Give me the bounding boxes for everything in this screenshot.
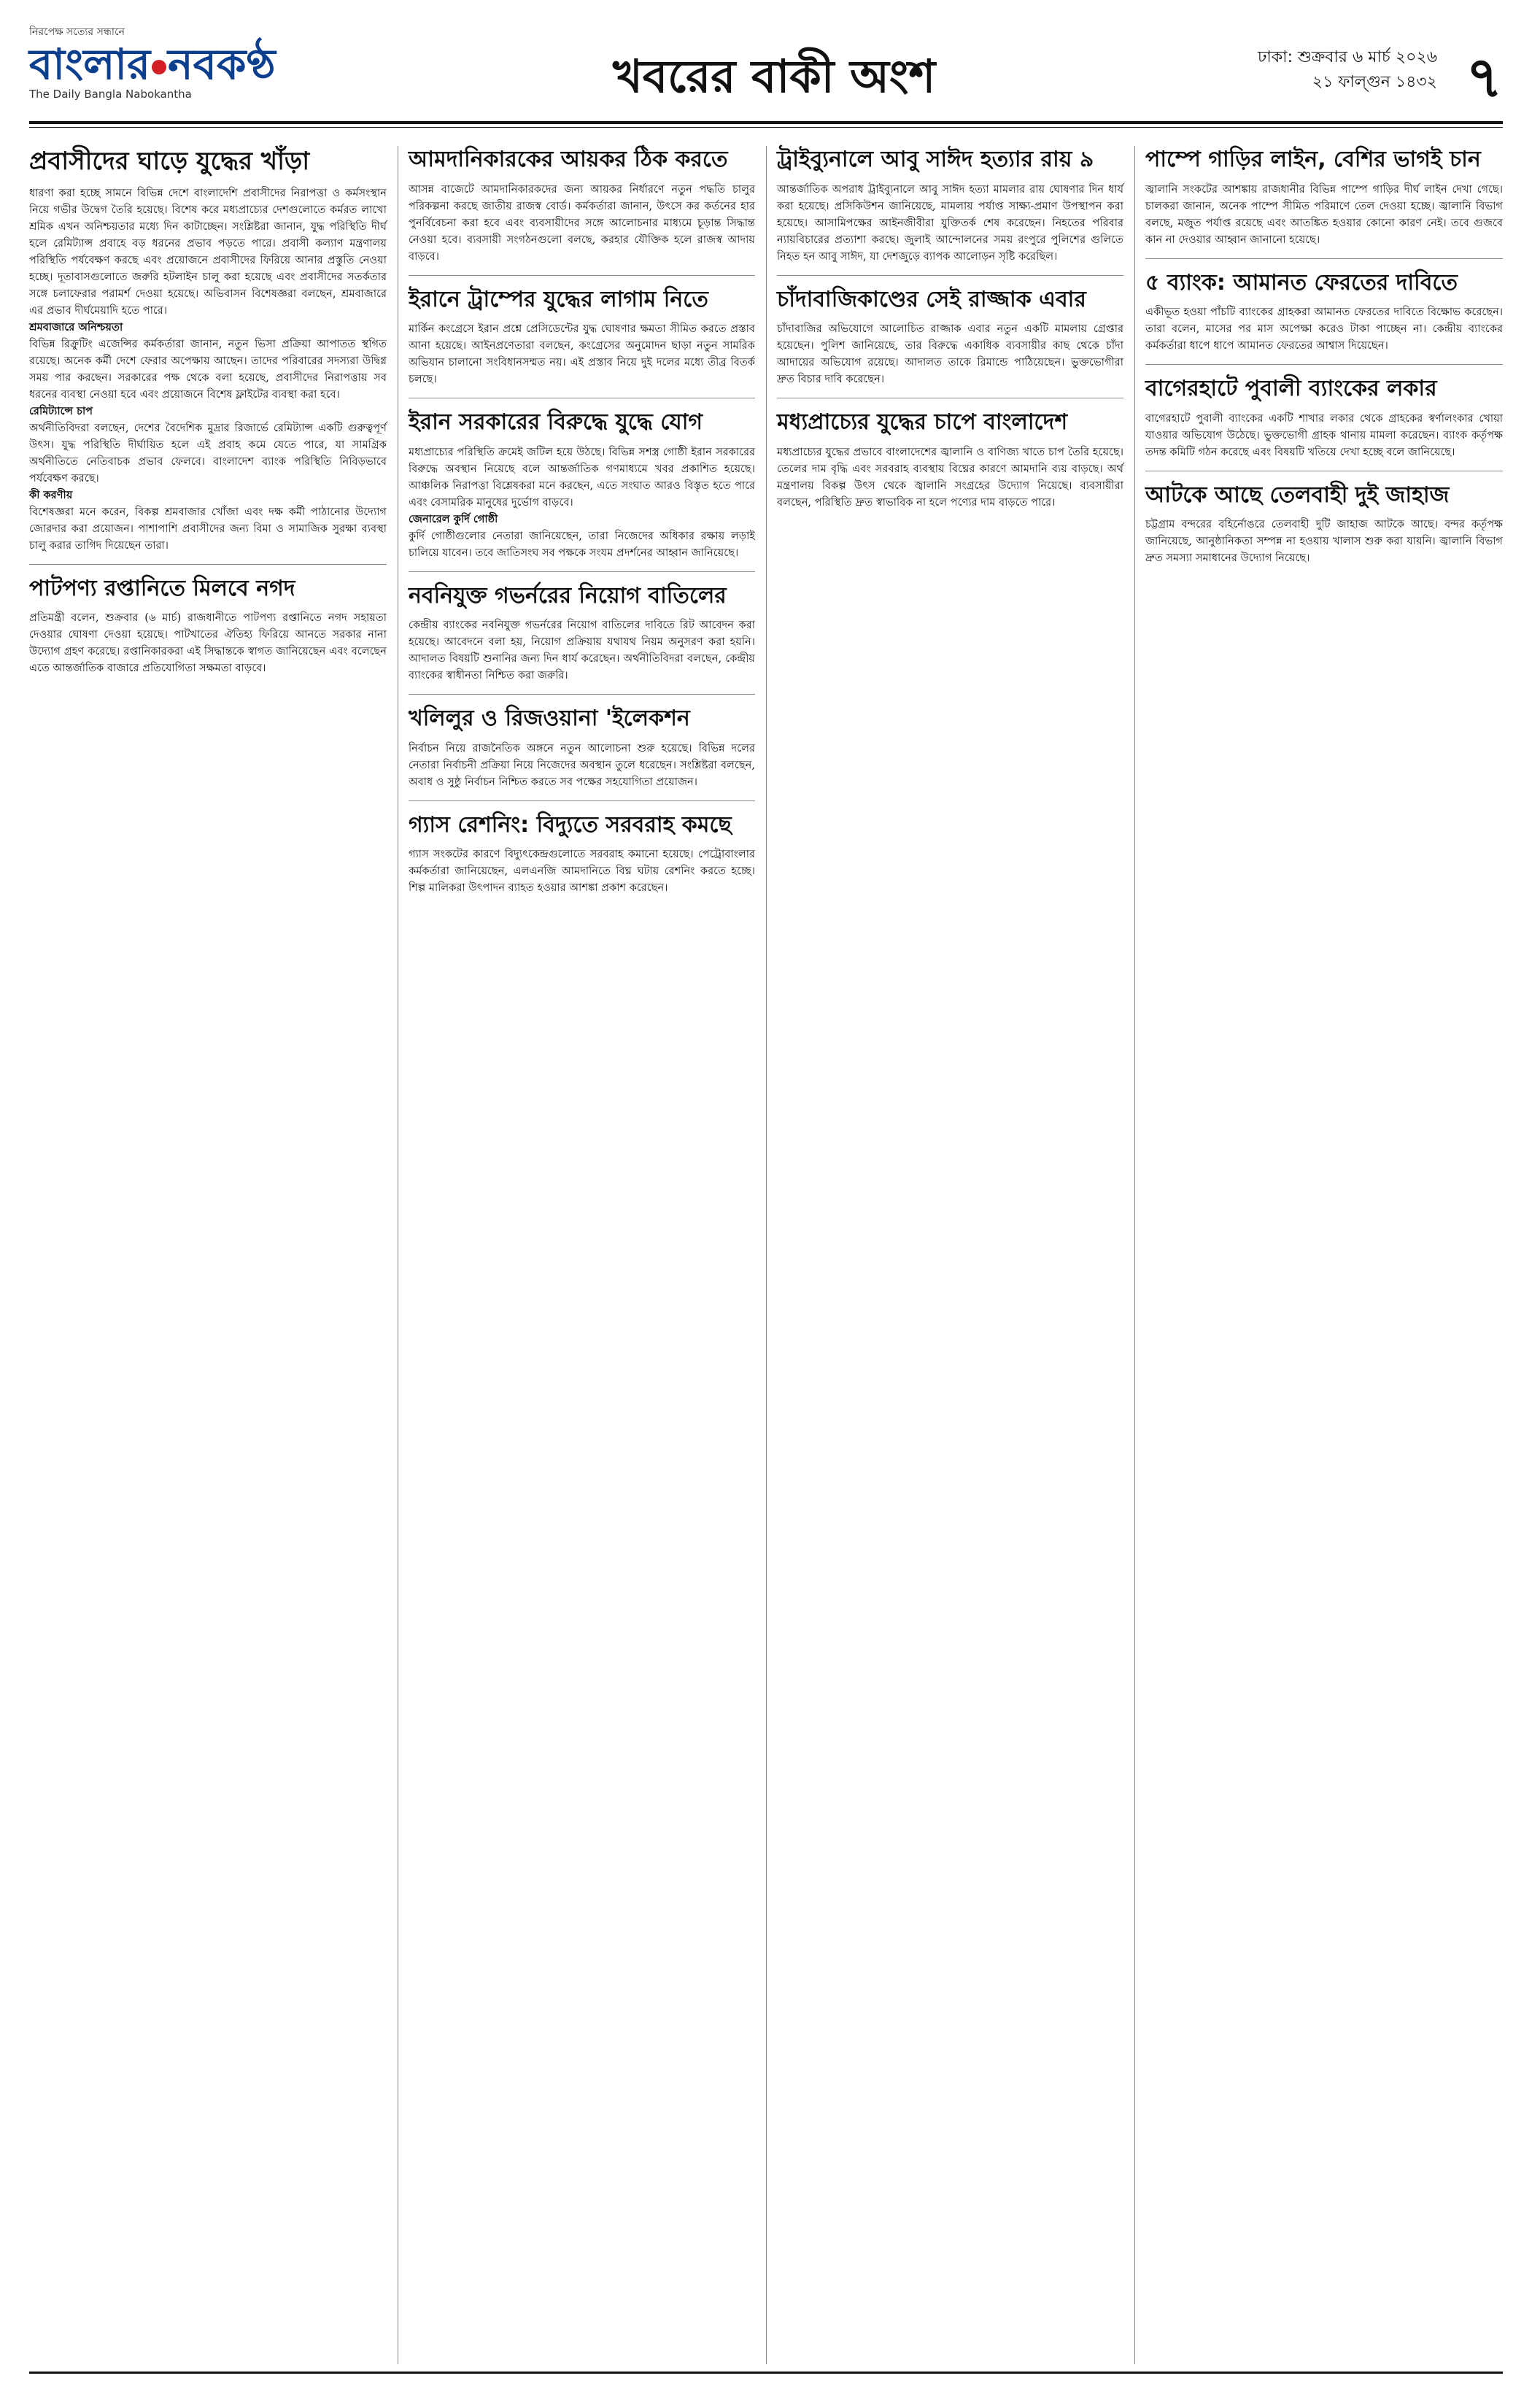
article-separator — [409, 800, 755, 801]
date-box — [1258, 45, 1437, 95]
masthead-rule — [29, 121, 1503, 124]
article-separator — [29, 564, 387, 565]
column-4 — [1145, 146, 1503, 566]
logo-tagline: নিরপেক্ষ সত্যের সন্ধানে — [29, 26, 125, 38]
column-2 — [409, 146, 755, 896]
article-body: চাঁদাবাজির অভিযোগে আলোচিত রাজ্জাক এবার নতুন একটি মামলায় গ্রেপ্তার হয়েছেন। পুলিশ জানিয়েছে, তার বিরুদ্ধে একাধিক ব্যবসায়ীর কাছ থেকে চাঁদা আদায়ের অভিযোগ রয়েছে। আদালত তাকে রিমান্ডে পাঠিয়েছেন। ভুক্তভোগীরা দ্রুত বিচার দাবি করেছেন। — [777, 323, 1123, 385]
article-body: গ্যাস সংকটের কারণে বিদ্যুৎকেন্দ্রগুলোতে সরবরাহ কমানো হয়েছে। পেট্রোবাংলার কর্মকর্তারা জানিয়েছেন, এলএনজি আমদানিতে বিঘ্ন ঘটায় রেশনিং করতে হচ্ছে। শিল্প মালিকরা উৎপাদন ব্যাহত হওয়ার আশঙ্কা প্রকাশ করেছেন। — [409, 848, 755, 894]
article-tribunal — [777, 146, 1123, 265]
article-subhead: শ্রমবাজারে অনিশ্চয়তা — [29, 320, 123, 333]
article-election — [409, 705, 755, 790]
article-headline: মধ্যপ্রাচ্যের যুদ্ধের চাপে বাংলাদেশ — [777, 409, 1068, 435]
article-headline: গ্যাস রেশনিং: বিদ্যুতে সরবরাহ কমছে — [409, 811, 732, 838]
page-number: ৭ — [1466, 45, 1503, 111]
logo-part-1: বাংলার — [29, 39, 151, 89]
article-separator — [409, 571, 755, 572]
article-income-tax — [409, 146, 755, 265]
column-3 — [777, 146, 1123, 511]
article-gas — [409, 811, 755, 897]
article-expat — [29, 146, 387, 554]
article-body: ধারণা করা হচ্ছে সামনে বিভিন্ন দেশে বাংলাদেশি প্রবাসীদের নিরাপত্তা ও কর্মসংস্থান নিয়ে গভীর উদ্বেগ তৈরি হয়েছে। বিশেষ করে মধ্যপ্রাচ্যের দেশগুলোতে কর্মরত লাখো শ্রমিক এখন অনিশ্চয়তার মধ্যে দিন কাটাচ্ছেন। সংশ্লিষ্টরা জানান, যুদ্ধ পরিস্থিতি দীর্ঘ হলে রেমিট্যান্স প্রবাহে বড় ধরনের প্রভাব পড়তে পারে। প্রবাসী কল্যাণ মন্ত্রণালয় পরিস্থিতি পর্যবেক্ষণ করছে এবং প্রয়োজনে প্রবাসীদের ফিরিয়ে আনার প্রস্তুতি নেওয়া হচ্ছে। দূতাবাসগুলোতে জরুরি হটলাইন চালু করা হয়েছে এবং প্রবাসীদের সতর্কতার সঙ্গে চলাফেরার পরামর্শ দেওয়া হয়েছে। অভিবাসন বিশেষজ্ঞরা বলছেন, শ্রমবাজারে এর প্রভাব দীর্ঘমেয়াদি হতে পারে। — [29, 186, 387, 317]
article-separator — [409, 694, 755, 695]
article-body: অর্থনীতিবিদরা বলছেন, দেশের বৈদেশিক মুদ্রার রিজার্ভে রেমিট্যান্স একটি গুরুত্বপূর্ণ উৎস। যুদ্ধ পরিস্থিতি দীর্ঘায়িত হলে এই প্রবাহ কমে যেতে পারে, যা সামগ্রিক অর্থনীতিতে নেতিবাচক প্রভাব ফেলবে। বাংলাদেশ ব্যাংক পরিস্থিতি নিবিড়ভাবে পর্যবেক্ষণ করছে। — [29, 421, 387, 485]
article-headline: চাঁদাবাজিকাণ্ডের সেই রাজ্জাক এবার — [777, 286, 1086, 312]
column-divider — [766, 146, 767, 2364]
article-body: আন্তর্জাতিক অপরাধ ট্রাইব্যুনালে আবু সাঈদ হত্যা মামলার রায় ঘোষণার দিন ধার্য করা হয়েছে। প্রসিকিউশন জানিয়েছে, মামলায় পর্যাপ্ত সাক্ষ্য-প্রমাণ উপস্থাপন করা হয়েছে। আসামিপক্ষের আইনজীবীরা যুক্তিতর্ক শেষ করেছেন। নিহতের পরিবার ন্যায়বিচারের প্রত্যাশা করছে। জুলাই আন্দোলনের সময় রংপুরে পুলিশের গুলিতে নিহত হন আবু সাঈদ, যা দেশজুড়ে ব্যাপক আলোড়ন সৃষ্টি করেছিল। — [777, 182, 1123, 263]
article-headline: বাগেরহাটে পুবালী ব্যাংকের লকার — [1145, 376, 1437, 401]
article-patpanya — [29, 575, 387, 677]
article-body: জ্বালানি সংকটের আশঙ্কায় রাজধানীর বিভিন্ন পাম্পে গাড়ির দীর্ঘ লাইন দেখা গেছে। চালকরা জানান, অনেক পাম্পে সীমিত পরিমাণে তেল দেওয়া হচ্ছে। জ্বালানি বিভাগ বলছে, মজুত পর্যাপ্ত রয়েছে এবং আতঙ্কিত হওয়ার কোনো কারণ নেই। তবে গুজবে কান না দেওয়ার আহ্বান জানানো হয়েছে। — [1145, 182, 1503, 246]
logo-wordmark — [29, 39, 276, 89]
logo-part-2: নবকণ্ঠ — [168, 39, 276, 89]
logo-english-name: The Daily Bangla Nabokantha — [29, 88, 192, 101]
article-body: বিশেষজ্ঞরা মনে করেন, বিকল্প শ্রমবাজার খোঁজা এবং দক্ষ কর্মী পাঠানোর উদ্যোগ জোরদার করা প্রয়োজন। পাশাপাশি প্রবাসীদের জন্য বিমা ও সামাজিক সুরক্ষা ব্যবস্থা চালু করার তাগিদ দিয়েছেন তারা। — [29, 505, 387, 552]
article-headline: খলিলুর ও রিজওয়ানা 'ইলেকশন — [409, 706, 690, 731]
masthead-rule-thin — [29, 127, 1503, 128]
article-body: মধ্যপ্রাচ্যের যুদ্ধের প্রভাবে বাংলাদেশের জ্বালানি ও বাণিজ্য খাতে চাপ তৈরি হয়েছে। তেলের দাম বৃদ্ধি এবং সরবরাহ ব্যবস্থায় বিঘ্নের কারণে আমদানি ব্যয় বাড়ছে। অর্থ মন্ত্রণালয় বিকল্প উৎস থেকে জ্বালানি সংগ্রহের উদ্যোগ নিয়েছে। ব্যবসায়ীরা বলছেন, পরিস্থিতি দ্রুত স্বাভাবিক না হলে পণ্যের দাম বাড়তে পারে। — [777, 445, 1123, 509]
article-body: কেন্দ্রীয় ব্যাংকের নবনিযুক্ত গভর্নরের নিয়োগ বাতিলের দাবিতে রিট আবেদন করা হয়েছে। আবেদনে বলা হয়, নিয়োগ প্রক্রিয়ায় যথাযথ নিয়ম অনুসরণ করা হয়নি। আদালত বিষয়টি শুনানির জন্য দিন ধার্য করেছেন। অর্থনীতিবিদরা বলছেন, কেন্দ্রীয় ব্যাংকের স্বাধীনতা নিশ্চিত করা জরুরি। — [409, 619, 755, 682]
article-headline: নবনিযুক্ত গভর্নরের নিয়োগ বাতিলের — [409, 582, 727, 609]
masthead — [29, 18, 1503, 112]
article-body: চট্টগ্রাম বন্দরের বহির্নোঙরে তেলবাহী দুটি জাহাজ আটকে আছে। বন্দর কর্তৃপক্ষ জানিয়েছে, আনুষ্ঠানিকতা সম্পন্ন না হওয়ায় খালাস শুরু করা যায়নি। জ্বালানি বিভাগ দ্রুত সমস্যা সমাধানের উদ্যোগ নিয়েছে। — [1145, 518, 1503, 564]
article-body: একীভূত হওয়া পাঁচটি ব্যাংকের গ্রাহকরা আমানত ফেরতের দাবিতে বিক্ষোভ করেছেন। তারা বলেন, মাসের পর মাস অপেক্ষা করেও টাকা পাচ্ছেন না। কেন্দ্রীয় ব্যাংকের কর্মকর্তারা ধাপে ধাপে আমানত ফেরতের আশ্বাস দিয়েছেন। — [1145, 306, 1503, 352]
newspaper-logo — [29, 23, 276, 111]
article-subhead: রেমিট্যান্সে চাপ — [29, 404, 93, 417]
article-chandabaji — [777, 286, 1123, 388]
article-middle-east — [777, 409, 1123, 511]
article-subhead: কী করণীয় — [29, 488, 73, 501]
article-body: মধ্যপ্রাচ্যের পরিস্থিতি ক্রমেই জটিল হয়ে উঠছে। বিভিন্ন সশস্ত্র গোষ্ঠী ইরান সরকারের বিরুদ্ধে অবস্থান নিয়েছে বলে আন্তর্জাতিক গণমাধ্যমে খবর প্রকাশিত হয়েছে। আঞ্চলিক নিরাপত্তা বিশ্লেষকরা মনে করছেন, এতে সংঘাত আরও বিস্তৃত হতে পারে এবং বেসামরিক মানুষের দুর্ভোগ বাড়বে। — [409, 445, 755, 509]
article-body: আসন্ন বাজেটে আমদানিকারকদের জন্য আয়কর নির্ধারণে নতুন পদ্ধতি চালুর পরিকল্পনা করছে জাতীয় রাজস্ব বোর্ড। কর্মকর্তারা জানান, উৎসে কর কর্তনের হার পুনর্বিবেচনা করা হবে এবং ব্যবসায়ীদের সঙ্গে আলোচনার মাধ্যমে চূড়ান্ত সিদ্ধান্ত নেওয়া হবে। ব্যবসায়ী সংগঠনগুলো বলছে, করহার যৌক্তিক হলে রাজস্ব আদায় বাড়বে। — [409, 182, 755, 263]
article-body: বাগেরহাটে পুবালী ব্যাংকের একটি শাখার লকার থেকে গ্রাহকের স্বর্ণালংকার খোয়া যাওয়ার অভিযোগ উঠেছে। ভুক্তভোগী গ্রাহক থানায় মামলা করেছেন। ব্যাংক কর্তৃপক্ষ তদন্ত কমিটি গঠন করেছে এবং বিষয়টি খতিয়ে দেখা হচ্ছে বলে জানিয়েছে। — [1145, 412, 1503, 458]
article-bank5 — [1145, 269, 1503, 355]
article-separator — [1145, 258, 1503, 259]
logo-dot-icon — [152, 60, 166, 74]
article-iran-war — [409, 409, 755, 561]
article-tanker — [1145, 482, 1503, 567]
column-divider — [1134, 146, 1135, 2364]
article-headline: ইরান সরকারের বিরুদ্ধে যুদ্ধে যোগ — [409, 409, 703, 435]
article-pump — [1145, 146, 1503, 248]
article-headline: পাটপণ্য রপ্তানিতে মিলবে নগদ — [29, 575, 295, 601]
article-governor — [409, 582, 755, 684]
article-separator — [409, 275, 755, 276]
date-gregorian: ঢাকা: শুক্রবার ৬ মার্চ ২০২৬ — [1257, 48, 1437, 66]
date-bengali: ২১ ফাল্গুন ১৪৩২ — [1312, 73, 1437, 91]
article-headline: আটকে আছে তেলবাহী দুই জাহাজ — [1145, 482, 1450, 508]
article-body: নির্বাচন নিয়ে রাজনৈতিক অঙ্গনে নতুন আলোচনা শুরু হয়েছে। বিভিন্ন দলের নেতারা নির্বাচনী প্রক্রিয়া নিয়ে নিজেদের অবস্থান তুলে ধরেছেন। সংশ্লিষ্টরা বলছেন, অবাধ ও সুষ্ঠু নির্বাচন নিশ্চিত করতে সব পক্ষের সহযোগিতা প্রয়োজন। — [409, 741, 755, 788]
article-separator — [777, 275, 1123, 276]
article-subhead: জেনারেল কুর্দি গোষ্ঠী — [409, 512, 498, 525]
article-body: প্রতিমন্ত্রী বলেন, শুক্রবার (৬ মার্চ) রাজধানীতে পাটপণ্য রপ্তানিতে নগদ সহায়তা দেওয়ার ঘোষণা দেওয়া হয়েছে। পাটখাতের ঐতিহ্য ফিরিয়ে আনতে সরকার নানা উদ্যোগ গ্রহণ করেছে। রপ্তানিকারকরা এই সিদ্ধান্তকে স্বাগত জানিয়েছেন এবং বলেছেন এতে আন্তর্জাতিক বাজারে প্রতিযোগিতা সক্ষমতা বাড়বে। — [29, 611, 387, 674]
section-title: খবরের বাকী অংশ — [613, 50, 936, 103]
article-separator — [1145, 364, 1503, 365]
article-headline: আমদানিকারকের আয়কর ঠিক করতে — [409, 147, 728, 172]
article-headline: ট্রাইব্যুনালে আবু সাঈদ হত্যার রায় ৯ — [777, 147, 1094, 172]
article-headline: ইরানে ট্রাম্পের যুদ্ধের লাগাম নিতে — [409, 286, 708, 312]
article-bagerhat — [1145, 375, 1503, 460]
article-body: কুর্দি গোষ্ঠীগুলোর নেতারা জানিয়েছেন, তারা নিজেদের অধিকার রক্ষায় লড়াই চালিয়ে যাবেন। তবে জাতিসংঘ সব পক্ষকে সংযম প্রদর্শনের আহ্বান জানিয়েছে। — [409, 529, 755, 559]
article-headline: ৫ ব্যাংক: আমানত ফেরতের দাবিতে — [1145, 269, 1458, 296]
footer-rule — [29, 2372, 1503, 2374]
article-headline: পাম্পে গাড়ির লাইন, বেশির ভাগই চান — [1145, 147, 1481, 172]
article-body: বিভিন্ন রিক্রুটিং এজেন্সির কর্মকর্তারা জানান, নতুন ভিসা প্রক্রিয়া আপাতত স্থগিত রয়েছে। অনেক কর্মী দেশে ফেরার অপেক্ষায় আছেন। তাদের পরিবারের সদস্যরা উদ্বিগ্ন সময় পার করছেন। সরকারের পক্ষ থেকে বলা হয়েছে, প্রবাসীদের নিরাপত্তায় সব ধরনের ব্যবস্থা নেওয়া হবে এবং প্রয়োজনে বিশেষ ফ্লাইটের ব্যবস্থা করা হবে। — [29, 337, 387, 401]
article-headline: প্রবাসীদের ঘাড়ে যুদ্ধের খাঁড়া — [29, 147, 310, 176]
column-1 — [29, 146, 387, 676]
article-body: মার্কিন কংগ্রেসে ইরান প্রশ্নে প্রেসিডেন্টের যুদ্ধ ঘোষণার ক্ষমতা সীমিত করতে প্রস্তাব আনা হয়েছে। আইনপ্রণেতারা বলছেন, কংগ্রেসের অনুমোদন ছাড়া নতুন সামরিক অভিযান চালানো সংবিধানসম্মত নয়। এই প্রস্তাব নিয়ে দুই দলের মধ্যে তীব্র বিতর্ক চলছে। — [409, 323, 755, 385]
article-trump-iran — [409, 286, 755, 388]
